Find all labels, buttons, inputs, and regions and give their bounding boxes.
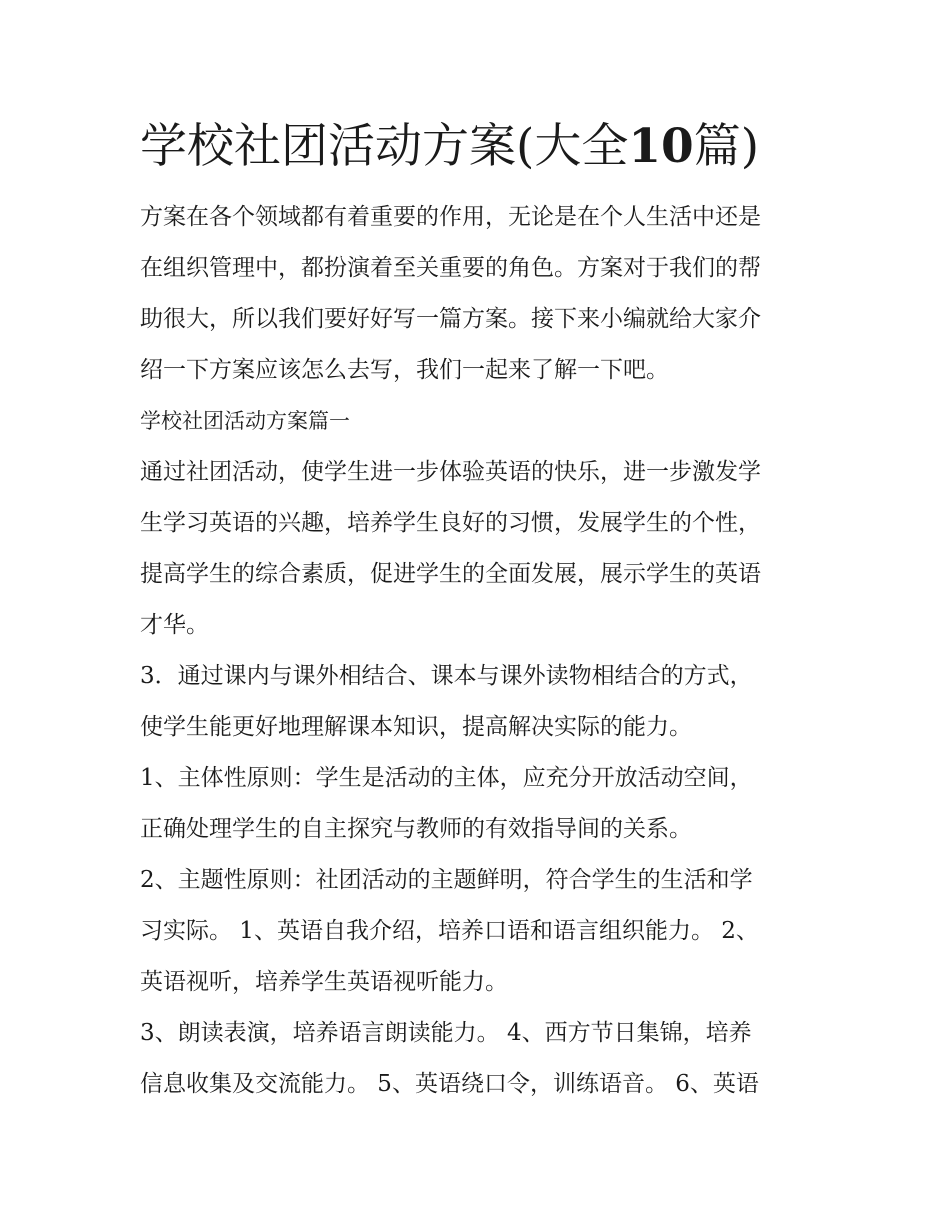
intro-line: 方案在各个领域都有着重要的作用，无论是在个人生活中还是 bbox=[140, 204, 761, 230]
section-heading bbox=[140, 396, 820, 447]
paragraph-5 bbox=[140, 1008, 820, 1110]
title-suffix: 篇) bbox=[693, 119, 760, 174]
paragraph-1 bbox=[140, 447, 820, 651]
paragraph-line: 通过社团活动，使学生进一步体验英语的快乐，进一步激发学 bbox=[140, 459, 761, 485]
paragraph-line: 英语视听，培养学生英语视听能力。 bbox=[140, 969, 508, 995]
paragraph-line: 2、主题性原则：社团活动的主题鲜明，符合学生的生活和学 bbox=[140, 867, 753, 893]
paragraph-line: 提高学生的综合素质，促进学生的全面发展，展示学生的英语 bbox=[140, 561, 761, 587]
paragraph-line: 1、主体性原则：学生是活动的主体，应充分开放活动空间， bbox=[140, 765, 753, 791]
paragraph-4 bbox=[140, 855, 820, 1008]
title-prefix: 学校社团活动方案(大全 bbox=[140, 119, 629, 174]
intro-line: 绍一下方案应该怎么去写，我们一起来了解一下吧。 bbox=[140, 357, 669, 383]
paragraph-line: 3．通过课内与课外相结合、课本与课外读物相结合的方式， bbox=[140, 663, 753, 689]
paragraph-line: 正确处理学生的自主探究与教师的有效指导间的关系。 bbox=[140, 816, 692, 842]
paragraph-line: 才华。 bbox=[140, 612, 209, 638]
section-heading-text: 学校社团活动方案篇一 bbox=[140, 409, 350, 433]
paragraph-2 bbox=[140, 651, 820, 753]
paragraph-line: 使学生能更好地理解课本知识，提高解决实际的能力。 bbox=[140, 714, 692, 740]
intro-line: 助很大，所以我们要好好写一篇方案。接下来小编就给大家介 bbox=[140, 306, 761, 332]
document-title bbox=[140, 112, 820, 182]
title-number: 10 bbox=[628, 119, 694, 174]
intro-line: 在组织管理中，都扮演着至关重要的角色。方案对于我们的帮 bbox=[140, 255, 761, 281]
paragraph-3 bbox=[140, 753, 820, 855]
document-page bbox=[140, 112, 820, 1110]
paragraph-line: 信息收集及交流能力。 5、英语绕口令，训练语音。 6、英语 bbox=[140, 1071, 759, 1097]
intro-paragraph bbox=[140, 192, 820, 396]
paragraph-line: 习实际。 1、英语自我介绍，培养口语和语言组织能力。 2、 bbox=[140, 918, 759, 944]
paragraph-line: 生学习英语的兴趣，培养学生良好的习惯，发展学生的个性， bbox=[140, 510, 761, 536]
paragraph-line: 3、朗读表演，培养语言朗读能力。 4、西方节日集锦，培养 bbox=[140, 1020, 752, 1046]
